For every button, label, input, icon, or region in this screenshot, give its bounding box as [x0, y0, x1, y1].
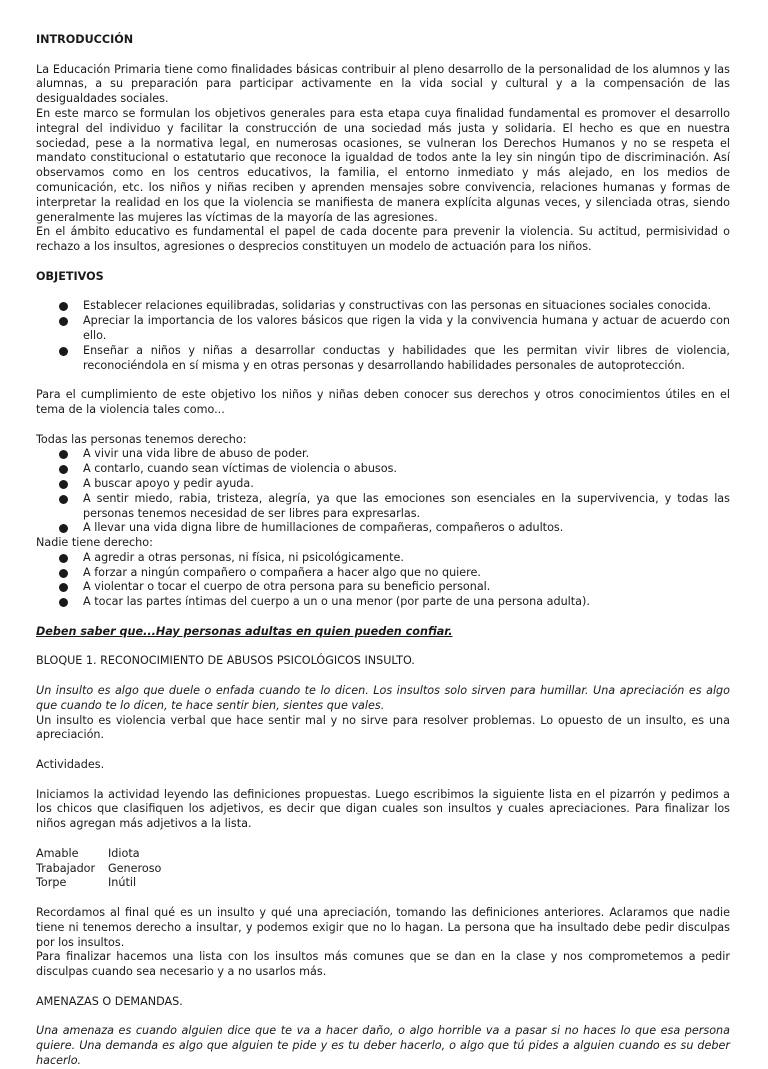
bullet-icon: [59, 524, 68, 533]
table-row: [36, 876, 730, 891]
emphasis-note: Deben saber que...Hay personas adultas en quien pueden confiar.: [36, 624, 453, 638]
list-item: A vivir una vida libre de abuso de poder.: [36, 447, 730, 462]
bullet-icon: [59, 302, 68, 311]
list-item: Establecer relaciones equilibradas, solidarias y constructivas con las personas en situaciones sociales conocida.: [36, 299, 730, 314]
intro-paragraph-2: En este marco se formulan los objetivos generales para esta etapa cuya finalidad fundamental es promover el desarrollo integral del individuo y facilitar la construcción de una sociedad más justa y solidaria. El hecho es que en nuestra sociedad, pese a la normativa legal, en numerosas ocasiones, se vulneran los Derechos Humanos y no se respeta el mandato constitucional o estatutario que reconoce la igualdad de todos ante la ley sin ningún tipo de discriminación. Así observamos como en los centros educativos, la familia, el entorno inmediato y más alejado, en los medios de comunicación, etc. los niños y niñas reciben y aprenden mensajes sobre convivencia, relaciones humanas y formas de interpretar la realidad en los que la violencia se manifiesta de manera explícita algunas veces, y silenciada otras, siendo generalmente las mujeres las víctimas de la mayoría de las agresiones.: [36, 106, 730, 224]
derechos-list: [36, 447, 730, 536]
list-item: Enseñar a niños y niñas a desarrollar conductas y habilidades que les permitan vivir libres de violencia, reconociéndola en sí misma y en otras personas y desarrollando habilidades personales de autoprotección.: [36, 344, 730, 374]
closing-paragraph-2: Para finalizar hacemos una lista con los insultos más comunes que se dan en la clase y nos comprometemos a pedir disculpas cuando sea necesario y a no usarlos más.: [36, 950, 730, 979]
table-row: [36, 847, 730, 862]
table-cell: Amable: [36, 846, 79, 860]
table-cell: Generoso: [108, 861, 162, 875]
derechos-heading: Todas las personas tenemos derecho:: [36, 432, 247, 446]
objetivos-followup: Para el cumplimiento de este objetivo los niños y niñas deben conocer sus derechos y otros conocimientos útiles en el tema de la violencia tales como...: [36, 388, 730, 416]
list-item: A sentir miedo, rabia, tristeza, alegría, ya que las emociones son esenciales en la supervivencia, y todas las personas tenemos necesidad de ser libres para expresarlas.: [36, 492, 730, 522]
bloque1-heading: BLOQUE 1. RECONOCIMIENTO DE ABUSOS PSICOLÓGICOS INSULTO.: [36, 654, 415, 668]
list-item: A tocar las partes íntimas del cuerpo a un o una menor (por parte de una persona adulta).: [36, 595, 730, 610]
list-item: A violentar o tocar el cuerpo de otra persona para su beneficio personal.: [36, 580, 730, 595]
intro-heading: INTRODUCCIÓN: [36, 33, 134, 46]
bullet-icon: [59, 554, 68, 563]
bullet-icon: [59, 598, 68, 607]
list-item: Apreciar la importancia de los valores básicos que rigen la vida y la convivencia humana y actuar de acuerdo con ello.: [36, 314, 730, 344]
list-item: A buscar apoyo y pedir ayuda.: [36, 477, 730, 492]
intro-paragraph-3: En el ámbito educativo es fundamental el papel de cada docente para prevenir la violencia. Su actitud, permisividad o rechazo a los insultos, agresiones o desprecios constituyen un modelo de actuación para los niños.: [36, 225, 730, 254]
actividades-label: Actividades.: [36, 758, 105, 772]
bullet-icon: [59, 480, 68, 489]
amenazas-heading: AMENAZAS O DEMANDAS.: [36, 994, 183, 1008]
no-derechos-list: [36, 551, 730, 610]
bullet-icon: [59, 347, 68, 356]
objetivos-heading: OBJETIVOS: [36, 269, 104, 283]
amenaza-definition-italic: Una amenaza es cuando alguien dice que te va a hacer daño, o algo horrible va a pasar si no haces lo que esa persona quiere. Una demanda es algo que alguien te pide y es tu deber hacerlo, o algo que tú pides a alguien cuando es su deber hacerlo.: [36, 1024, 730, 1067]
table-cell: Trabajador: [36, 861, 96, 875]
insulto-definition-italic: Un insulto es algo que duele o enfada cuando te lo dicen. Los insultos solo sirven para humillar. Una apreciación es algo que cuando te lo dicen, te hace sentir bien, sientes que vales.: [36, 684, 730, 712]
bullet-icon: [59, 465, 68, 474]
bullet-icon: [59, 495, 68, 504]
list-item: A llevar una vida digna libre de humillaciones de compañeras, compañeros o adultos.: [36, 521, 730, 536]
list-item: A contarlo, cuando sean víctimas de violencia o abusos.: [36, 462, 730, 477]
activity-description: Iniciamos la actividad leyendo las definiciones propuestas. Luego escribimos la siguiente lista en el pizarrón y pedimos a los chicos que clasifiquen los adjetivos, es decir que digan cuales son insultos y cuales apreciaciones. Para finalizar los niños agregan más adjetivos a la lista.: [36, 787, 730, 831]
table-cell: Inútil: [108, 876, 137, 890]
adjective-table: [36, 847, 730, 891]
bullet-icon: [59, 583, 68, 592]
objetivos-list: [36, 299, 730, 373]
table-row: [36, 862, 730, 877]
bullet-icon: [59, 569, 68, 578]
intro-paragraph-1: La Educación Primaria tiene como finalidades básicas contribuir al pleno desarrollo de la personalidad de los alumnos y las alumnas, a su preparación para participar activamente en la vida social y cultural y a la compensación de las desigualdades sociales.: [36, 62, 730, 106]
table-cell: Idiota: [108, 846, 140, 860]
table-cell: Torpe: [36, 876, 67, 890]
document-page: [36, 33, 730, 1069]
list-item: A agredir a otras personas, ni física, ni psicológicamente.: [36, 551, 730, 566]
closing-paragraph-1: Recordamos al final qué es un insulto y qué una apreciación, tomando las definiciones anteriores. Aclaramos que nadie tiene ni tenemos derecho a insultar, y podemos exigir que no lo hagan. La persona que ha insultado debe pedir disculpas por los insultos.: [36, 906, 730, 949]
list-item: A forzar a ningún compañero o compañera a hacer algo que no quiere.: [36, 566, 730, 581]
insulto-definition: Un insulto es violencia verbal que hace sentir mal y no sirve para resolver problemas. Lo opuesto de un insulto, es una apreciación.: [36, 713, 730, 742]
bullet-icon: [59, 450, 68, 459]
no-derechos-heading: Nadie tiene derecho:: [36, 536, 153, 550]
bullet-icon: [59, 317, 68, 326]
